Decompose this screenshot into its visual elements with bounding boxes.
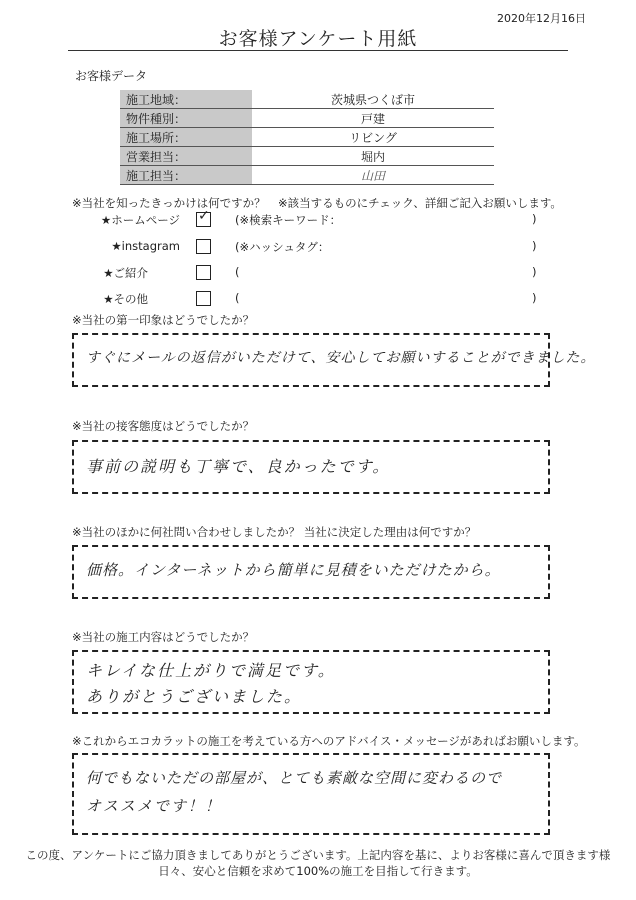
customer-row-label: 物件種別： [120, 109, 252, 128]
question-5: ※当社の施工内容はどうでしたか？ [72, 630, 255, 644]
source-label-instagram: ★instagram [111, 239, 180, 253]
footer-line-1: この度、アンケートにご協力頂きましてありがとうございます。上記内容を基に、よりお客様に喜んで頂きます様 [25, 848, 611, 862]
title-underline [68, 50, 568, 51]
source-close-homepage: ) [532, 212, 537, 226]
answer-6-line-2: オススメです！！ [86, 797, 222, 815]
customer-row [120, 128, 494, 147]
source-label-homepage: ★ホームページ [100, 213, 180, 227]
customer-section-label: お客様データ [75, 69, 148, 83]
answer-box-6[interactable] [72, 753, 550, 835]
source-detail-referral: ( [235, 265, 240, 279]
question-4: ※当社のほかに何社問い合わせしましたか？ 当社に決定した理由は何ですか？ [72, 525, 477, 539]
customer-row-value: 山田 [252, 166, 494, 185]
checkbox-referral[interactable] [196, 265, 211, 280]
customer-row-label: 施工場所： [120, 128, 252, 147]
checkbox-other[interactable] [196, 291, 211, 306]
source-close-referral: ) [532, 265, 537, 279]
checkbox-homepage[interactable] [196, 212, 211, 227]
customer-row-value: 堀内 [252, 147, 494, 166]
customer-row-value: 茨城県つくば市 [252, 90, 494, 109]
source-label-referral: ★ご紹介 [103, 266, 148, 280]
question-1: ※当社を知ったきっかけは何ですか？ [72, 196, 266, 210]
customer-row-value: リビング [252, 128, 494, 147]
customer-row [120, 109, 494, 128]
source-close-other: ) [532, 291, 537, 305]
answer-box-3[interactable] [72, 440, 550, 494]
customer-row-label: 施工地域： [120, 90, 252, 109]
answer-box-5[interactable] [72, 650, 550, 714]
answer-5-line-2: ありがとうございました。 [86, 687, 303, 706]
answer-2-text: すぐにメールの返信がいただけて、安心してお願いすることができました。 [86, 350, 596, 366]
question-6: ※これからエコカラットの施工を考えている方へのアドバイス・メッセージがあればお願いします。 [72, 734, 586, 748]
customer-row-label: 施工担当： [120, 166, 252, 185]
answer-4-text: 価格。インターネットから簡単に見積をいただけたから。 [86, 561, 501, 579]
question-3: ※当社の接客態度はどうでしたか？ [72, 419, 255, 433]
customer-row [120, 90, 494, 109]
page-title: お客様アンケート用紙 [218, 28, 418, 50]
answer-box-2[interactable] [72, 333, 596, 387]
source-label-other: ★その他 [103, 292, 148, 306]
answer-3-text: 事前の説明も丁寧で、良かったです。 [86, 457, 391, 476]
answer-6-line-1: 何でもないただの部屋が、とても素敵な空間に変わるので [86, 769, 503, 787]
footer-line-2: 日々、安心と信頼を求めて100%の施工を目指して行きます。 [158, 864, 478, 878]
question-1-note: ※該当するものにチェック、詳細ご記入お願いします。 [278, 196, 562, 210]
customer-row [120, 166, 494, 185]
customer-info-table [120, 90, 494, 185]
checkbox-instagram[interactable] [196, 239, 211, 254]
date: 2020年12月16日 [497, 12, 586, 25]
source-close-instagram: ) [532, 239, 537, 253]
source-detail-instagram: (※ハッシュタグ： [235, 240, 330, 254]
question-2: ※当社の第一印象はどうでしたか？ [72, 313, 255, 327]
customer-row [120, 147, 494, 166]
source-detail-other: ( [235, 291, 240, 305]
customer-row-label: 営業担当： [120, 147, 252, 166]
customer-row-value: 戸建 [252, 109, 494, 128]
source-detail-homepage: (※検索キーワード： [235, 213, 342, 227]
answer-5-line-1: キレイな仕上がりで満足です。 [86, 661, 336, 680]
answer-box-4[interactable] [72, 545, 550, 599]
